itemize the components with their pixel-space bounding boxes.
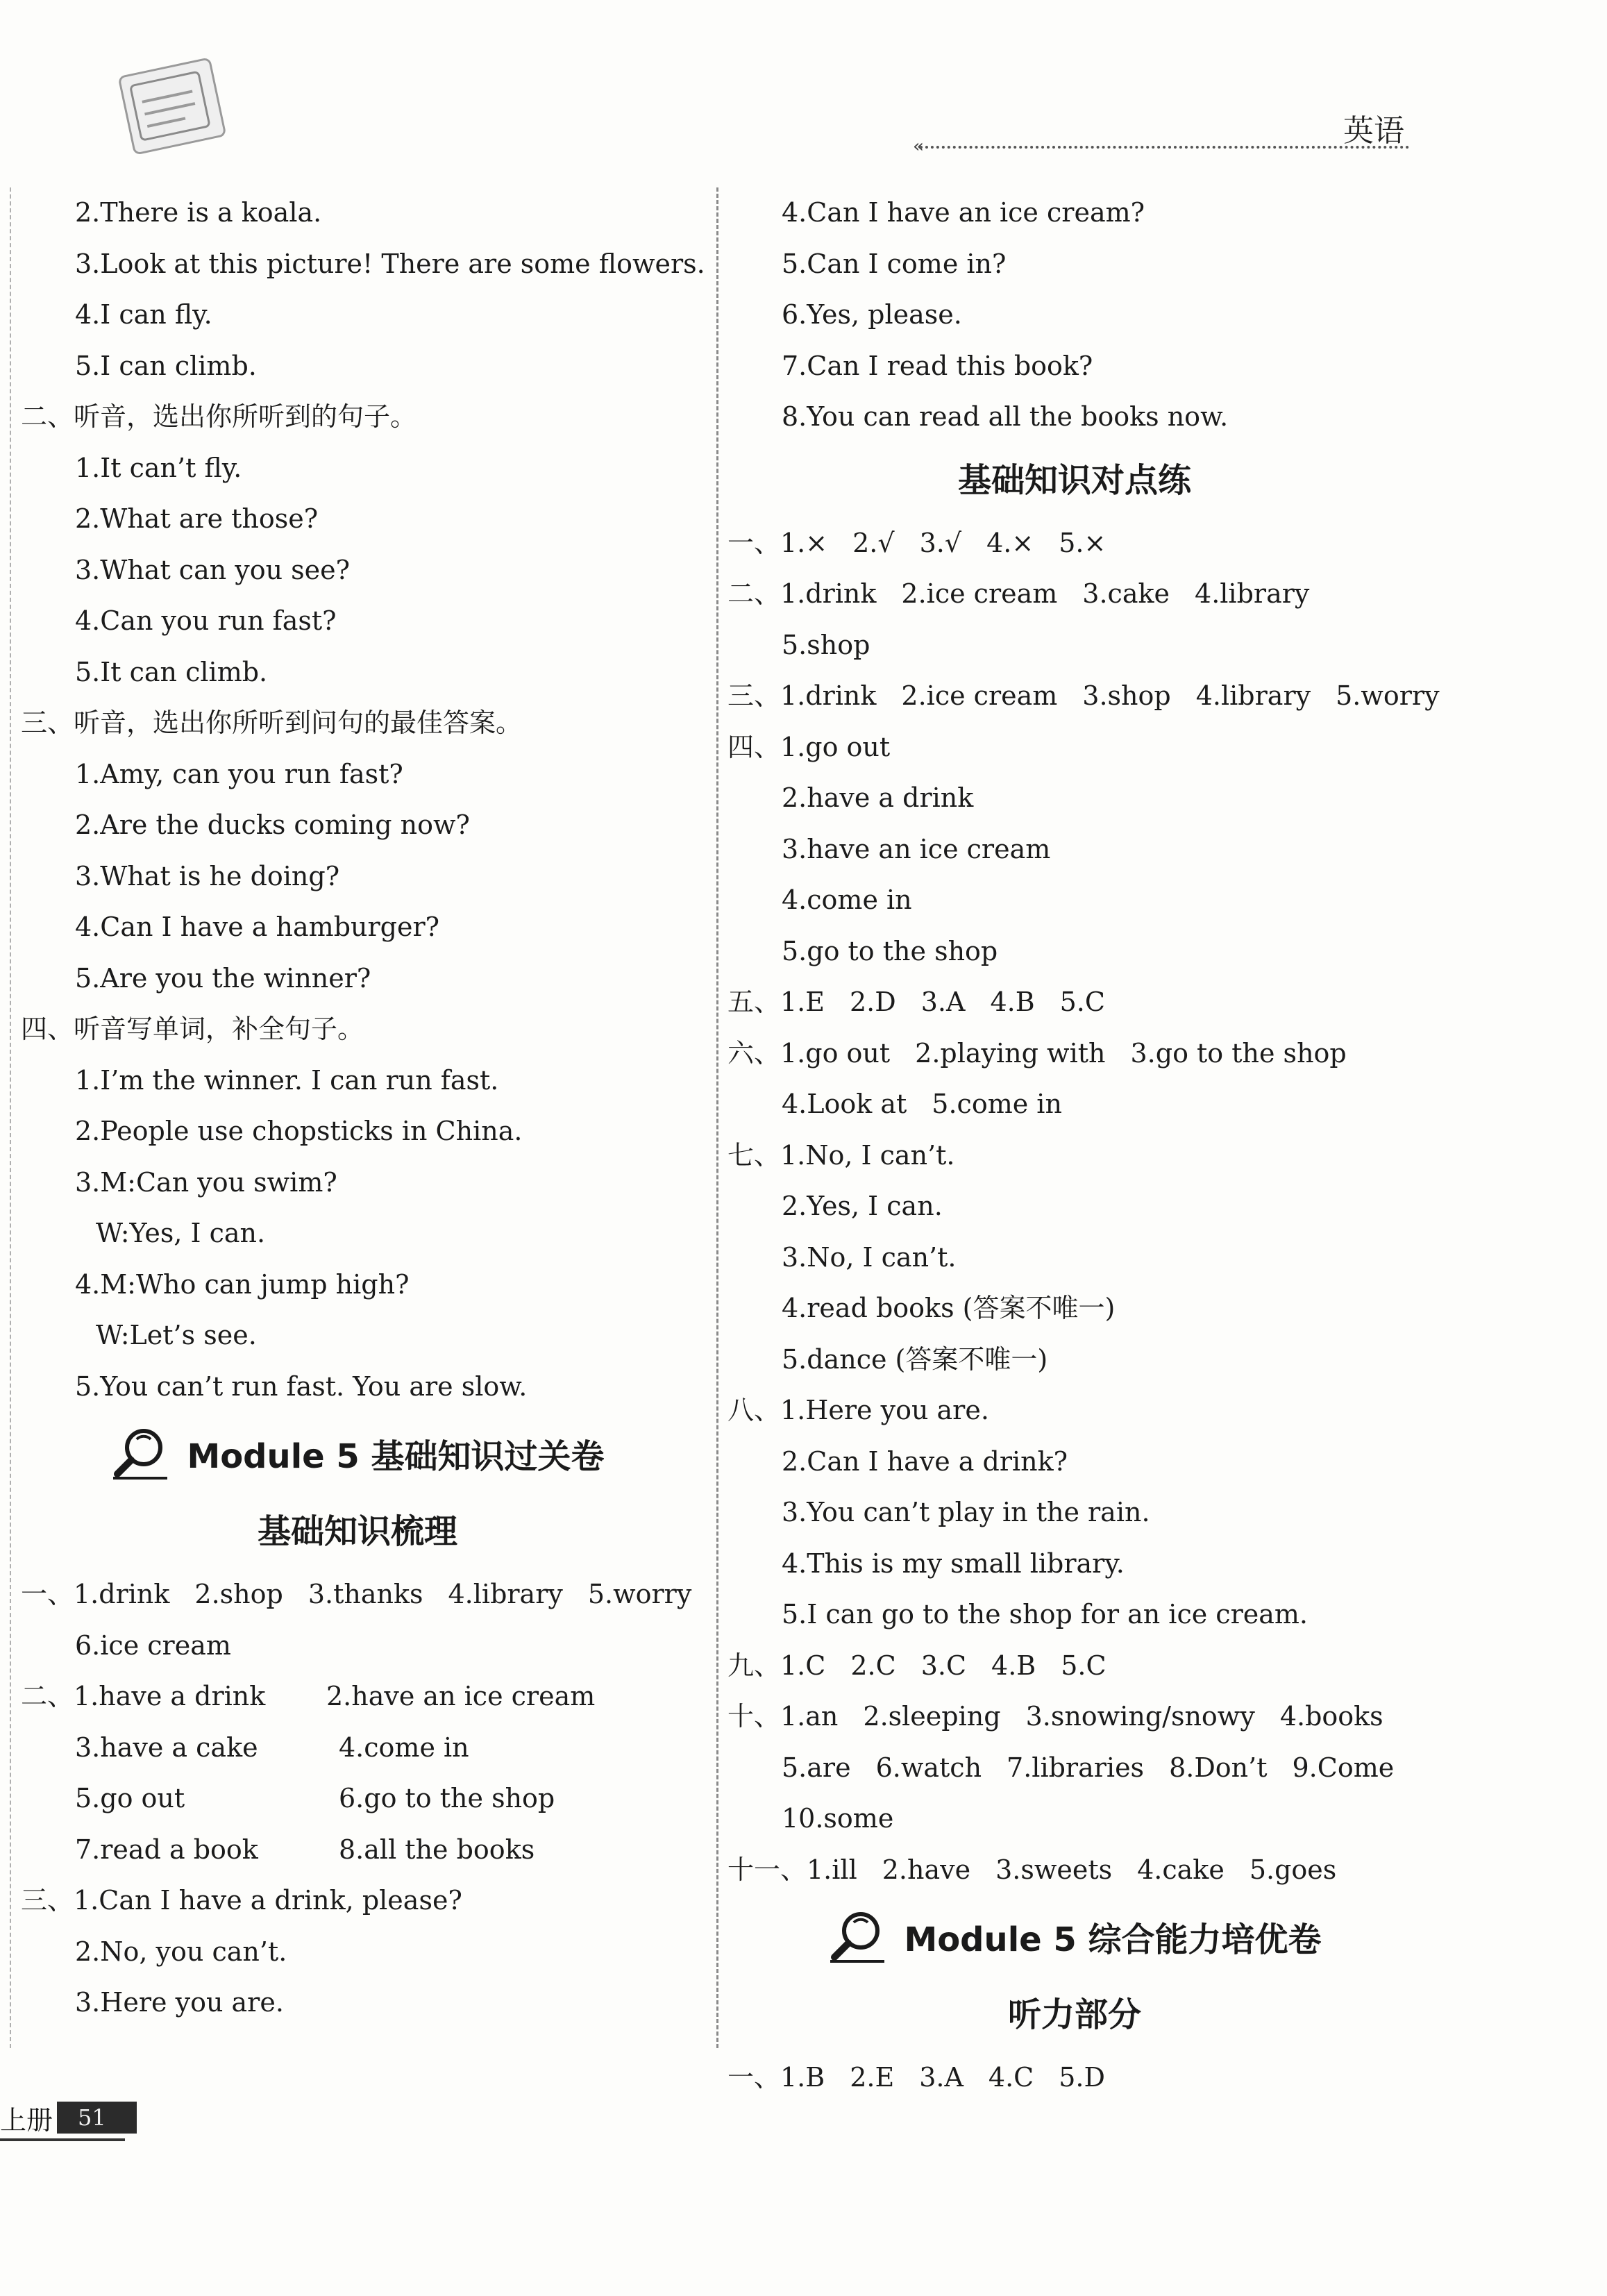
answer-item: 二、1.have a drink: [21, 1681, 266, 1711]
answer-item: 5.I can climb.: [75, 350, 257, 381]
answer-item: 3.thanks: [308, 1579, 423, 1609]
answer-line: [21, 1259, 694, 1311]
answer-item: 2.√: [852, 527, 895, 558]
answer-line: [21, 1569, 694, 1620]
answer-line: [727, 722, 1422, 773]
answer-item: 4.This is my small library.: [782, 1548, 1125, 1579]
answer-item: 5.C: [1059, 987, 1105, 1017]
answer-item: 十、1.an: [727, 1701, 839, 1732]
answer-item: 4.library: [448, 1579, 563, 1609]
answer-item: 2.What are those?: [75, 503, 319, 534]
answer-item: 5.go to the shop: [782, 935, 998, 966]
answer-item: 2.ice cream: [901, 578, 1058, 609]
answer-line: [727, 1385, 1422, 1436]
answer-line: [727, 341, 1422, 392]
answer-line: [21, 239, 705, 290]
answer-item: 3.A: [919, 2062, 964, 2093]
edge-line: [10, 187, 11, 2048]
answer-line: [21, 851, 694, 903]
answer-line: [21, 1723, 694, 1774]
answer-item: 5.go out: [75, 1783, 185, 1813]
answer-item: 五、1.E: [727, 987, 825, 1017]
answer-item: 3.have an ice cream: [782, 833, 1051, 864]
answer-line: [21, 1825, 694, 1876]
answer-line: [727, 239, 1422, 290]
answer-item: 1.It can’t fly.: [75, 452, 242, 483]
page-footer: [0, 2098, 137, 2137]
section-title-practice: 基础知识对点练: [957, 460, 1191, 500]
answer-line: [21, 647, 694, 698]
volume-label: 上册: [0, 2104, 53, 2136]
answer-line: [21, 749, 694, 801]
answer-item: 6.watch: [875, 1752, 982, 1783]
answer-item: 5.are: [782, 1752, 851, 1783]
answer-item: 4.×: [986, 527, 1034, 558]
answer-item: 三、1.Can I have a drink, please?: [21, 1885, 462, 1916]
answer-line: [727, 1436, 1422, 1488]
answer-item: 一、1.×: [727, 527, 828, 558]
answer-line: [21, 953, 694, 1005]
answer-item: 3.snowing/snowy: [1025, 1701, 1255, 1732]
answer-item: 1.Amy, can you run fast?: [75, 758, 403, 789]
answer-line: [727, 1079, 1422, 1130]
module-title-text: Module 5 综合能力培优卷: [904, 1920, 1322, 1959]
answer-line: [727, 1845, 1422, 1896]
answer-item: 5.come in: [932, 1089, 1062, 1119]
answer-line: [727, 1691, 1422, 1743]
answer-item: 3.C: [920, 1650, 967, 1681]
answer-item: 4.library: [1195, 578, 1310, 609]
answer-line: [727, 1589, 1422, 1641]
module-title-basic: [21, 1412, 694, 1494]
answer-item: 3.M:Can you swim?: [75, 1166, 337, 1198]
answer-item: 9.Come: [1292, 1752, 1395, 1783]
answer-line: [21, 1977, 694, 2029]
answer-line: [727, 1028, 1422, 1080]
answer-item: 5.shop: [782, 629, 870, 660]
answer-item: 3.√: [919, 527, 962, 558]
answer-line: [21, 290, 694, 341]
answer-item: 4.Can you run fast?: [75, 605, 337, 636]
answer-line: [727, 1181, 1422, 1232]
answer-line: [21, 187, 694, 239]
answer-item: 4.library: [1195, 680, 1311, 711]
column-divider: [716, 187, 718, 2048]
answer-item: W:Let’s see.: [96, 1320, 257, 1350]
answer-item: 3.What is he doing?: [75, 860, 340, 891]
answer-item: 4.B: [991, 1650, 1036, 1681]
left-column: [21, 187, 705, 2029]
answer-line: [21, 545, 694, 596]
answer-item: 八、1.Here you are.: [727, 1395, 989, 1425]
answer-item: 4.read books (答案不唯一): [782, 1293, 1116, 1323]
left-answer-list-2: [21, 1569, 694, 2029]
answer-item: 七、1.No, I can’t.: [727, 1139, 955, 1171]
answer-item: 一、1.drink: [21, 1579, 170, 1609]
answer-item: 4.Can I have an ice cream?: [782, 197, 1145, 228]
answer-line: [727, 1743, 1422, 1794]
answer-item: 5.goes: [1249, 1854, 1337, 1885]
answer-item: 2.E: [850, 2062, 895, 2093]
answer-item: 十一、1.ill: [727, 1854, 857, 1885]
answer-line: [727, 926, 1422, 978]
answer-item: 5.Can I come in?: [782, 248, 1007, 279]
answer-item: 5.×: [1059, 527, 1107, 558]
answer-item: 3.sweets: [995, 1854, 1113, 1885]
answer-item: 2.No, you can’t.: [75, 1936, 287, 1967]
answer-item: 3.What can you see?: [75, 554, 351, 585]
answer-item: 6.ice cream: [75, 1629, 231, 1661]
answer-item: 2.C: [850, 1650, 896, 1681]
answer-item: 4.Can I have a hamburger?: [75, 912, 440, 942]
answer-line: [727, 620, 1422, 671]
answer-item: 5.I can go to the shop for an ice cream.: [782, 1599, 1309, 1629]
right-column: [727, 187, 1440, 2104]
answer-item: 4.come in: [782, 885, 912, 915]
answer-line: [727, 824, 1422, 875]
answer-item: 4.cake: [1137, 1854, 1225, 1885]
answer-item: 6.go to the shop: [339, 1783, 555, 1813]
answer-item: 二、1.drink: [727, 578, 877, 609]
left-answer-list: [21, 187, 705, 1412]
answer-line: [21, 1875, 694, 1927]
answer-item: 一、1.B: [727, 2062, 825, 2093]
answer-item: 5.dance (答案不唯一): [782, 1343, 1048, 1375]
answer-item: 5.You can’t run fast. You are slow.: [75, 1371, 528, 1402]
answer-item: 7.Can I read this book?: [782, 350, 1093, 381]
answer-item: 1.I’m the winner. I can run fast.: [75, 1064, 499, 1096]
answer-item: 2.ice cream: [901, 680, 1058, 711]
magnifier-icon: [827, 1909, 887, 1964]
answer-line: [727, 1641, 1422, 1692]
answer-item: 4.Look at: [782, 1089, 907, 1119]
answer-item: 3.A: [920, 987, 966, 1017]
answer-line: [21, 1208, 694, 1259]
answer-line: [727, 1232, 1422, 1284]
answer-line: [21, 1773, 694, 1825]
answer-item: 5.D: [1059, 2062, 1105, 2093]
answer-item: 2.People use chopsticks in China.: [75, 1116, 523, 1146]
answer-line: [21, 698, 694, 749]
answer-item: 2.Are the ducks coming now?: [75, 810, 470, 840]
answer-line: [727, 875, 1422, 926]
answer-line: [21, 800, 694, 851]
publisher-logo-icon: [117, 57, 226, 156]
answer-item: 六、1.go out: [727, 1037, 891, 1069]
answer-line: [21, 1620, 694, 1672]
answer-line: [727, 2052, 1422, 2104]
answer-item: 2.Can I have a drink?: [782, 1446, 1068, 1477]
answer-item: 5.Are you the winner?: [75, 962, 371, 994]
answer-item: 四、听音写单词，补全句子。: [21, 1014, 364, 1044]
answer-item: 二、听音，选出你所听到的句子。: [21, 401, 417, 432]
answer-line: [727, 187, 1422, 239]
section-title-review: 基础知识梳理: [257, 1512, 457, 1551]
answer-item: 7.libraries: [1007, 1752, 1145, 1783]
answer-item: 四、1.go out: [727, 731, 891, 762]
answer-item: 3.have a cake: [75, 1732, 258, 1763]
answer-line: [727, 392, 1422, 443]
answer-item: 10.some: [782, 1803, 894, 1834]
right-answer-list-2: [727, 518, 1440, 1896]
answer-line: [21, 1361, 694, 1413]
answer-item: 3.cake: [1082, 578, 1170, 609]
section-title-listening: 听力部分: [1007, 1995, 1141, 2034]
answer-line: [727, 1487, 1422, 1539]
right-answer-list: [727, 187, 1422, 443]
answer-line: [727, 569, 1422, 620]
answer-item: 三、听音，选出你所听到问句的最佳答案。: [21, 707, 523, 738]
answer-line: [21, 1671, 694, 1723]
answer-line: [727, 1793, 1422, 1845]
answer-item: 8.all the books: [339, 1834, 535, 1865]
header-arrow-icon: «: [913, 136, 924, 157]
answer-line: [727, 518, 1422, 569]
answer-line: [727, 671, 1440, 722]
answer-item: 三、1.drink: [727, 680, 877, 711]
answer-line: [727, 1539, 1422, 1590]
answer-item: 3.Here you are.: [75, 1987, 284, 2018]
answer-item: 2.playing with: [915, 1037, 1106, 1069]
answer-item: 3.shop: [1082, 680, 1171, 711]
answer-line: [21, 1004, 694, 1055]
answer-item: 5.worry: [587, 1579, 692, 1609]
answer-item: 2.sleeping: [863, 1701, 1001, 1732]
answer-item: 2.There is a koala.: [75, 197, 322, 228]
page-number: 51: [57, 2102, 137, 2134]
answer-line: [21, 1055, 694, 1107]
answer-line: [21, 1157, 694, 1209]
footer-rule: [0, 2138, 125, 2141]
answer-item: 3.No, I can’t.: [782, 1241, 957, 1273]
answer-item: 3.go to the shop: [1130, 1037, 1347, 1069]
answer-item: 8.You can read all the books now.: [782, 401, 1229, 432]
answer-item: 5.worry: [1336, 680, 1440, 711]
answer-line: [21, 341, 694, 392]
answer-item: 4.C: [988, 2062, 1034, 2093]
answer-line: [727, 977, 1422, 1028]
answer-line: [21, 494, 694, 545]
answer-item: 2.have an ice cream: [326, 1681, 596, 1711]
answer-line: [727, 1130, 1422, 1182]
answer-line: [21, 596, 694, 647]
answer-line: [21, 1927, 694, 1978]
answer-line: [21, 1310, 694, 1361]
answer-item: 4.M:Who can jump high?: [75, 1268, 410, 1300]
header-rule: [920, 146, 1409, 149]
answer-item: 5.It can climb.: [75, 656, 268, 687]
answer-item: 7.read a book: [75, 1834, 258, 1865]
answer-item: 4.I can fly.: [75, 299, 212, 330]
answer-item: 2.have a drink: [782, 782, 974, 813]
answer-item: 3.You can’t play in the rain.: [782, 1497, 1150, 1527]
answer-item: 2.have: [882, 1854, 971, 1885]
answer-item: 2.shop: [194, 1579, 283, 1609]
answer-item: 6.Yes, please.: [782, 299, 962, 330]
answer-line: [21, 902, 694, 953]
answer-item: 4.B: [990, 987, 1035, 1017]
answer-item: 4.come in: [339, 1732, 469, 1763]
answer-line: [21, 1106, 694, 1157]
answer-line: [727, 290, 1422, 341]
answer-item: 8.Don’t: [1169, 1752, 1268, 1783]
answer-item: 2.D: [850, 987, 896, 1017]
right-answer-list-3: [727, 2052, 1422, 2104]
answer-item: W:Yes, I can.: [96, 1218, 266, 1248]
answer-item: 九、1.C: [727, 1650, 826, 1681]
answer-item: 2.Yes, I can.: [782, 1191, 943, 1221]
answer-line: [21, 443, 694, 494]
subject-label: 英语: [1343, 113, 1404, 149]
answer-line: [21, 392, 694, 443]
answer-item: 5.C: [1061, 1650, 1107, 1681]
answer-line: [727, 1334, 1422, 1386]
magnifier-icon: [110, 1425, 170, 1481]
module-title-comprehensive: [727, 1895, 1422, 1977]
answer-line: [727, 773, 1422, 824]
answer-line: [727, 1283, 1422, 1334]
answer-item: 4.books: [1279, 1701, 1383, 1732]
module-title-text: Module 5 基础知识过关卷: [187, 1436, 605, 1476]
answer-item: 3.Look at this picture! There are some flowers.: [75, 248, 705, 279]
